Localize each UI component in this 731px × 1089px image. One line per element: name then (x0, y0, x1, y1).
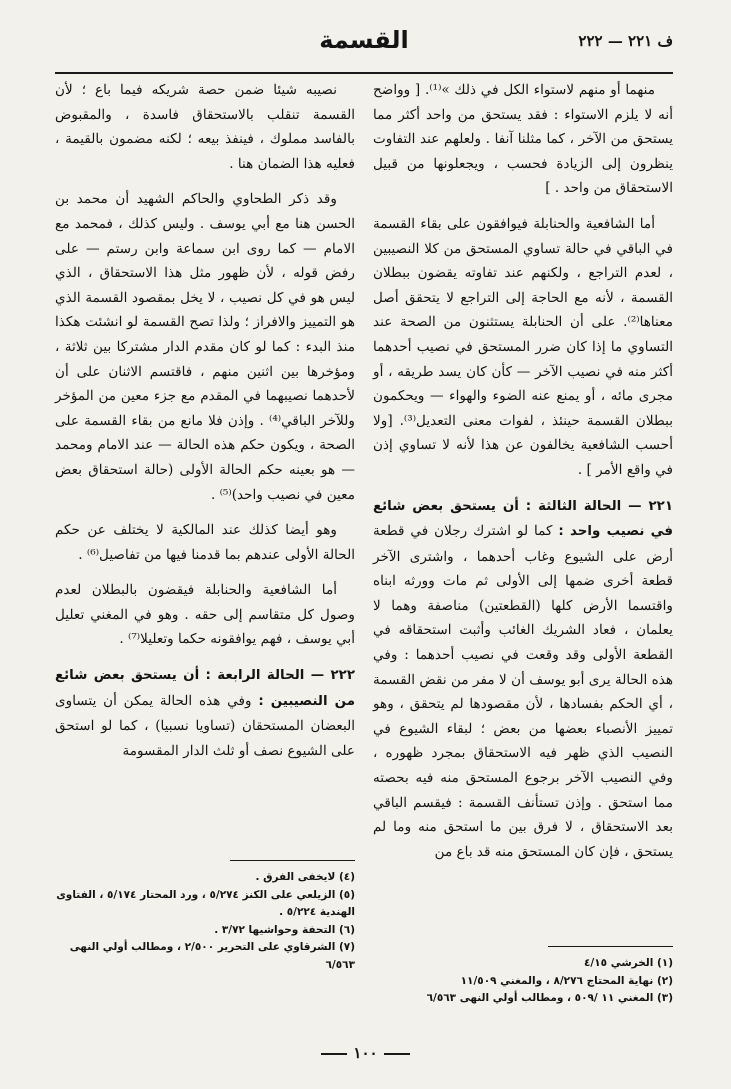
section-range: ف ٢٢١ — ٢٢٢ (578, 32, 673, 50)
footnotes-right (373, 946, 673, 1008)
paragraph: وهو أيضا كذلك عند المالكية لا يختلف عن حكم الحالة الأولى عندهم بما قدمنا فيها من تفاصيل⁽⁶⁾ . (55, 522, 355, 563)
section-222 (55, 663, 355, 763)
footnote: (٣) المغني ١١ /٥٠٩ ، ومطالب أولي النهى ٦/٥٦٣ (426, 992, 673, 1004)
paragraph: وقد ذكر الطحاوي والحاكم الشهيد أن محمد بن الحسن هنا مع أبي يوسف . وليس كذلك ، فمحمد مع الامام — كما روى ابن سماعة وابن رستم — على رفض قوله ، لأن ظهور مثل هذا الاستحقاق ، الذي ليس هو في كل نصيب ، لا يخل بمقصود القسمة الذي هو التمييز والافراز ؛ ولذا تصح القسمة لو انشئت هكذا منذ البدء : كما لو كان مقدم الدار مشتركا بين ثلاثة ، ومؤخرها بين اثنين منهم ، فاقتسم الاثنان على أن لأحدهما نصيبهما في المقدم مع جزء معين من المؤخر وللآخر الباقي⁽⁴⁾ . وإذن فلا مانع من بقاء القسمة على الصحة ، ويكون حكم هذه الحالة — عند الامام ومحمد — هو بعينه حكم الحالة الأولى (حالة استحقاق بعض معين في نصيب واحد)⁽⁵⁾ . (55, 191, 355, 503)
footnote-divider (548, 946, 673, 947)
footnote: (٥) الزيلعي على الكنز ٥/٢٧٤ ، ورد المحتار ٥/١٧٤ ، الفتاوى الهندية ٥/٢٢٤ . (56, 888, 355, 918)
section-title: ٢٢١ — الحالة الثالثة : أن يستحق بعض شائع في نصيب واحد : (373, 498, 673, 540)
footnote: (١) الخرشي ٤/١٥ (584, 957, 673, 969)
section-body: وفي هذه الحالة يمكن أن يتساوى البعضان المستحقان (تساويا نسبيا) ، كما لو استحق على الشيوع نصف أو ثلث الدار المقسومة (55, 692, 355, 759)
dash-right (384, 1053, 410, 1055)
right-column (373, 78, 673, 875)
footnote-divider (230, 860, 355, 861)
running-title: القسمة (319, 26, 409, 54)
page-header (55, 22, 673, 74)
section-221 (373, 494, 673, 865)
paragraph: أما الشافعية والحنابلة فيقضون بالبطلان لعدم وصول كل متقاسم إلى حقه . وهو في المغني تعليل أبي يوسف ، فهم يوافقونه حكما وتعليلا⁽⁷⁾ . (55, 582, 355, 648)
dash-left (321, 1053, 347, 1055)
footnote: (٦) التحفة وحواشيها ٣/٧٢ . (214, 923, 355, 936)
paragraph: نصيبه شيئا ضمن حصة شريكه فيما باع ؛ لأن القسمة تنقلب بالاستحقاق فاسدة ، والمقبوض بالفاسد مملوك ، فينفذ بيعه ؛ لكنه مضمون بالقيمة ، فعليه هذا الضمان هنا . (55, 82, 355, 172)
left-column (55, 78, 355, 774)
footnote: (٢) نهاية المحتاج ٨/٢٧٦ ، والمغني ١١/٥٠٩ (460, 974, 673, 987)
paragraph: أما الشافعية والحنابلة فيوافقون على بقاء القسمة في الباقي في حالة تساوي المستحق من كلا النصيبين ، لعدم التراجع ، ولكنهم عند تفاوته يقضون ببطلان القسمة ، لأنه مع الحاجة إلى التراجع لا يتحقق أصل معناها⁽²⁾. على أن الحنابلة يستثنون من الصحة عند التساوي ما إذا كان ضرر المستحق في نصيب أحدهما أكثر منه في نصيب الآخر — كأن كان يسد طريقه ، أو مجرى مائه ، أو يمنع عنه الضوء والهواء — ويحكمون ببطلان القسمة حينئذ ، لفوات معنى التعديل⁽³⁾. [ولا أحسب الشافعية يخالفون عن هذا لأنه لا تساوي إذن في واقع الأمر ] . (373, 215, 673, 478)
footnotes-left (55, 860, 355, 974)
page-number: ١٠٠ (353, 1044, 378, 1062)
section-title: ٢٢٢ — الحالة الرابعة : أن يستحق بعض شائع من النصيبين : (55, 668, 355, 709)
footnote: (٤) لايخفى الفرق . (255, 871, 355, 883)
section-body: كما لو اشترك رجلان في قطعة أرض على الشيوع وغاب أحدهما ، واشترى الآخر قطعة أخرى ضمها إلى الأولى ثم مات وورثه ابناه واقتسما الأرض كلها (القطعتين) مناصفة وهما لا يعلمان ، فعاد الشريك الغائب وأثبت استحقاقه في القطعة الأولى وقد وقعت في نصيب أحدهما : وفي هذه الحالة يرى أبو يوسف أن لا مفر من نقض القسمة ، أي الحكم بفسادها ، لأن مقصودها لم يتحقق ، وهو تمييز الأنصباء بعضها من بعض ؛ لبقاء الشيوع في النصيب الذي ظهر فيه الاستحقاق بمجرد ظهوره ، وفي النصيب الآخر برجوع المستحق منه فيه بحصته مما استحق . وإذن تستأنف القسمة : فيقسم الباقي بعد الاستحقاق ، لا فرق بين ما استحق منه وما لم يستحق ، فإن كان المستحق منه قد باع من (373, 523, 673, 860)
paragraph: منهما أو منهم لاستواء الكل في ذلك »⁽¹⁾. [ وواضح أنه لا يلزم الاستواء : فقد يستحق من واحد أكثر مما يستحق من الآخر ، كما مثلنا آنفا . ولعلهم عند التفاوت ينظرون إلى الزيادة فحسب ، ويجعلونها من قبيل الاستحقاق من واحد . ] (373, 82, 673, 197)
footnote: (٧) الشرقاوي على التحرير ٢/٥٠٠ ، ومطالب أولي النهى ٦/٥٦٣ (69, 941, 355, 971)
page-number-wrap (0, 1044, 731, 1062)
